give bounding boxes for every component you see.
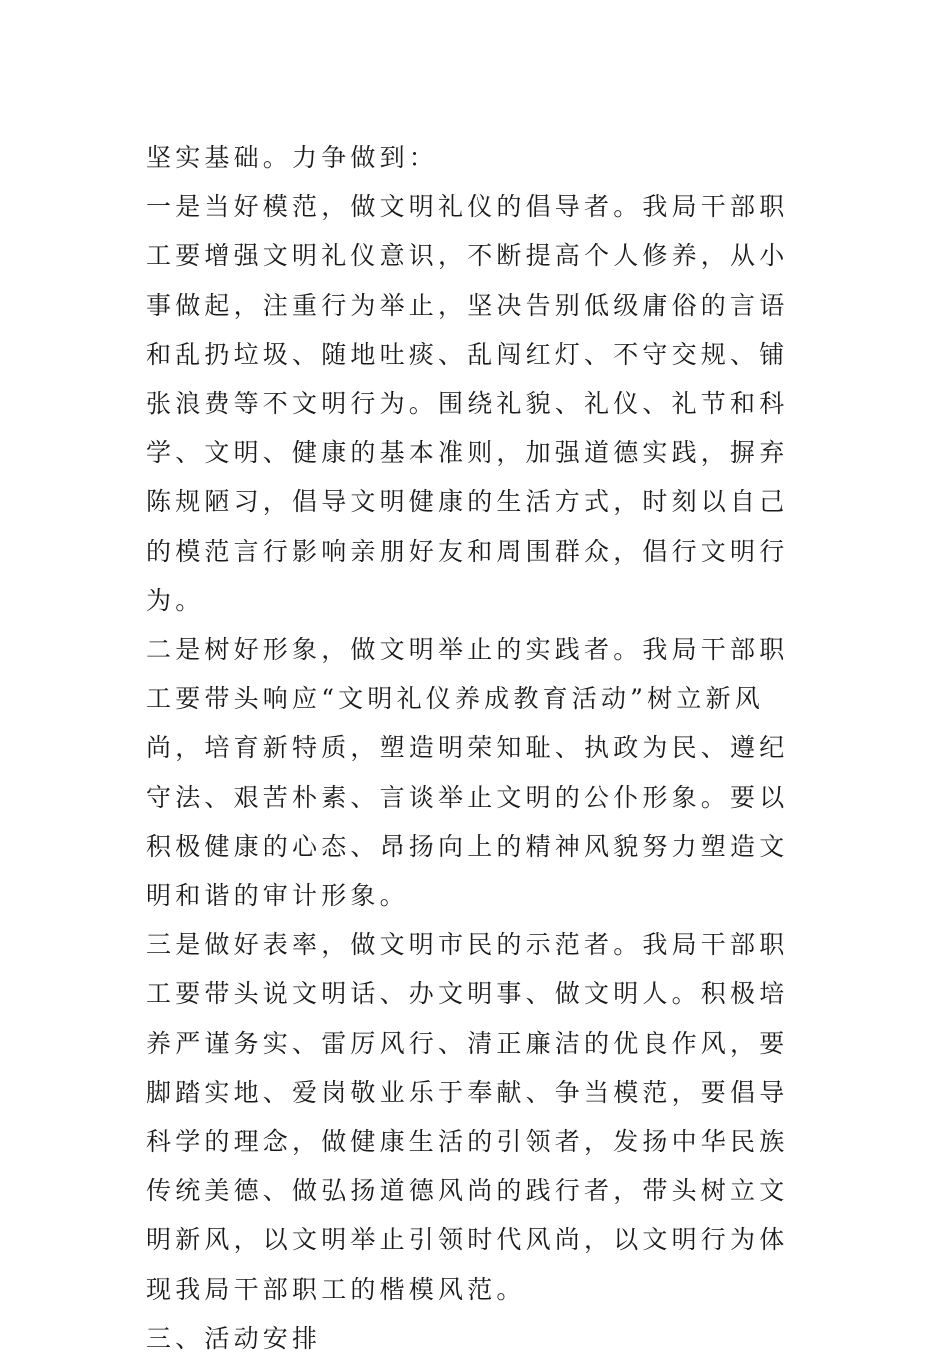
section-heading-activity-arrangement: 三、活动安排 bbox=[146, 1323, 322, 1353]
paragraph-intro-continuation: 坚实基础。力争做到： bbox=[146, 143, 439, 172]
paragraph-point-two: 二是树好形象，做文明举止的实践者。我局干部职工要带头响应“文明礼仪养成教育活动”树立新风尚，培育新特质，塑造明荣知耻、执政为民、遵纪守法、艰苦朴素、言谈举止文明的公仆形象。要以积极健康的心态、昂扬向上的精神风貌努力塑造文明和谐的审计形象。 bbox=[146, 635, 789, 911]
paragraph-point-one: 一是当好模范，做文明礼仪的倡导者。我局干部职工要增强文明礼仪意识，不断提高个人修养，从小事做起，注重行为举止，坚决告别低级庸俗的言语和乱扔垃圾、随地吐痰、乱闯红灯、不守交规、铺张浪费等不文明行为。围绕礼貌、礼仪、礼节和科学、文明、健康的基本准则，加强道德实践，摒弃陈规陋习，倡导文明健康的生活方式，时刻以自己的模范言行影响亲朋好友和周围群众，倡行文明行为。 bbox=[146, 192, 789, 615]
document-body bbox=[146, 133, 806, 1363]
paragraph-point-three: 三是做好表率，做文明市民的示范者。我局干部职工要带头说文明话、办文明事、做文明人。积极培养严谨务实、雷厉风行、清正廉洁的优良作风，要脚踏实地、爱岗敬业乐于奉献、争当模范，要倡导科学的理念，做健康生活的引领者，发扬中华民族传统美德、做弘扬道德风尚的践行者，带头树立文明新风，以文明举止引领时代风尚，以文明行为体现我局干部职工的楷模风范。 bbox=[146, 930, 789, 1304]
